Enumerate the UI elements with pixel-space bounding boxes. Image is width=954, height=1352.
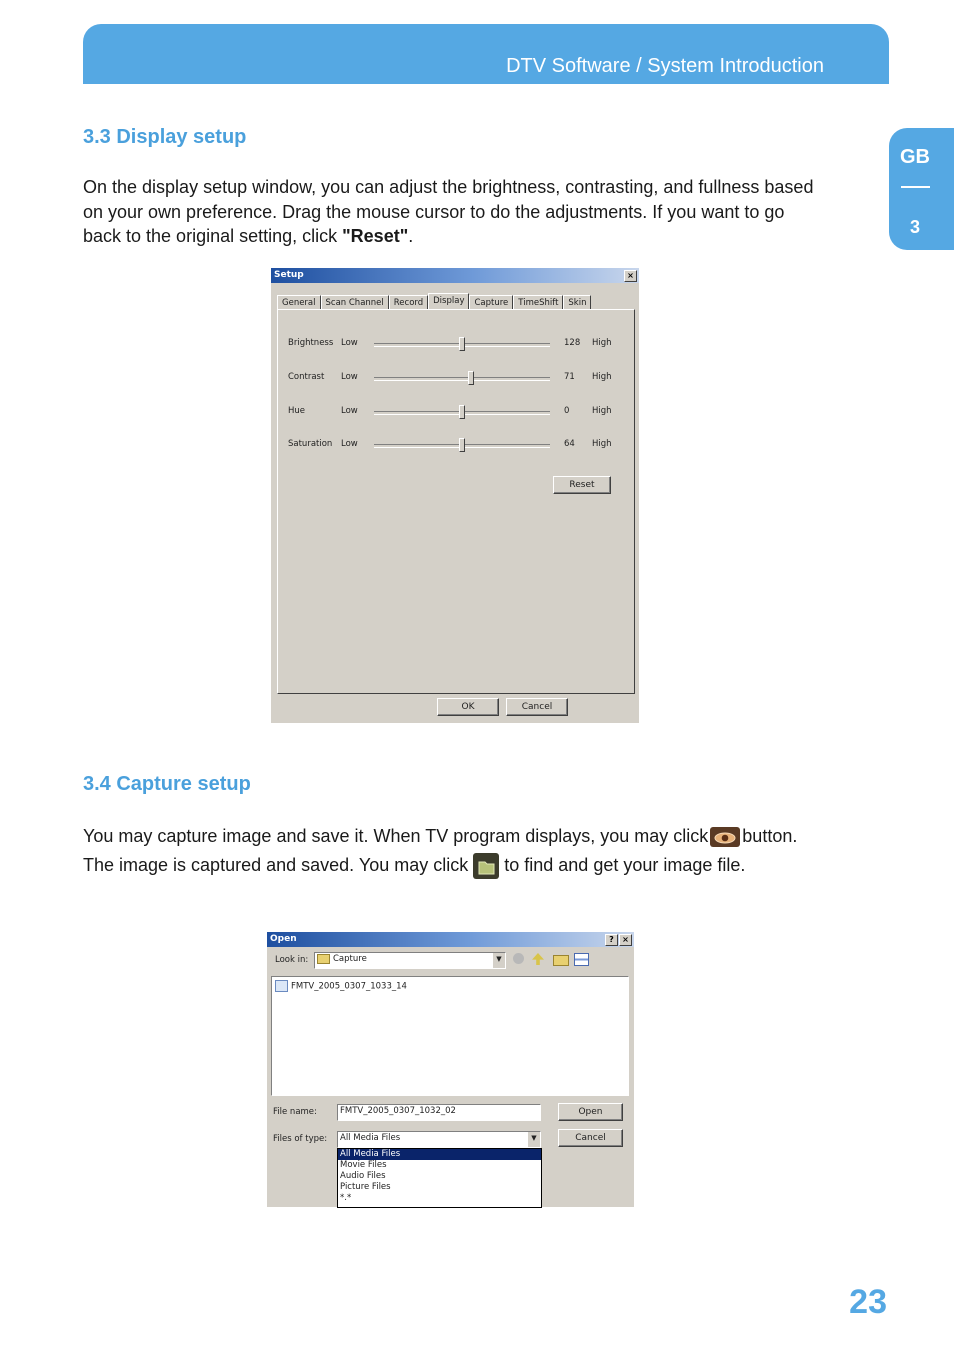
open-folder-icon xyxy=(473,853,499,879)
tab-capture[interactable]: Capture xyxy=(469,295,513,310)
look-in-select[interactable] xyxy=(314,952,506,969)
help-icon[interactable]: ? xyxy=(605,934,618,946)
slider-row-hue xyxy=(288,405,618,419)
slider-high-label: High xyxy=(592,439,612,449)
slider-low-label: Low xyxy=(341,372,358,382)
back-icon[interactable] xyxy=(513,953,524,964)
close-icon[interactable]: × xyxy=(624,270,637,282)
contrast-slider[interactable] xyxy=(374,377,550,381)
display-body-text: On the display setup window, you can adjust the brightness, contrasting, and fullness based on your own preference. Drag the mouse cursor to do the adjustments. If you want to go back to the original setting, click xyxy=(83,177,814,246)
slider-value: 71 xyxy=(564,372,575,382)
tab-general[interactable]: General xyxy=(277,295,321,310)
up-folder-icon[interactable] xyxy=(532,953,544,965)
files-of-type-value: All Media Files xyxy=(340,1133,401,1143)
slider-value: 0 xyxy=(564,406,570,416)
slider-label: Contrast xyxy=(288,372,325,382)
chapter-side-tab xyxy=(889,128,954,250)
capture-text-1b: button. xyxy=(742,826,798,846)
slider-thumb[interactable] xyxy=(459,405,465,419)
capture-setup-paragraph xyxy=(83,822,825,880)
reset-bold: "Reset" xyxy=(342,226,409,246)
slider-row-saturation xyxy=(288,438,618,452)
slider-high-label: High xyxy=(592,372,612,382)
tab-skin[interactable]: Skin xyxy=(563,295,591,310)
open-button[interactable]: Open xyxy=(558,1103,623,1121)
slider-row-brightness xyxy=(288,337,618,351)
slider-label: Hue xyxy=(288,406,306,416)
slider-high-label: High xyxy=(592,406,612,416)
brightness-slider[interactable] xyxy=(374,343,550,347)
header-bar xyxy=(83,24,889,84)
setup-tabs xyxy=(277,293,591,309)
capture-text-2b: to find and get your image file. xyxy=(504,855,746,875)
section-heading-display: 3.3 Display setup xyxy=(83,126,247,148)
setup-titlebar xyxy=(271,268,639,283)
new-folder-icon[interactable] xyxy=(553,955,569,966)
files-of-type-select[interactable] xyxy=(337,1131,541,1148)
tab-scan-channel[interactable]: Scan Channel xyxy=(321,295,389,310)
open-dialog xyxy=(267,932,634,1207)
tab-timeshift[interactable]: TimeShift xyxy=(513,295,563,310)
saturation-slider[interactable] xyxy=(374,444,550,448)
dropdown-option[interactable]: Movie Files xyxy=(340,1160,387,1170)
display-panel xyxy=(277,309,635,694)
header-title: DTV Software / System Introduction xyxy=(506,55,824,77)
tab-record[interactable]: Record xyxy=(389,295,428,310)
image-file-icon xyxy=(275,980,288,992)
slider-thumb[interactable] xyxy=(468,371,474,385)
chevron-down-icon[interactable]: ▼ xyxy=(493,953,505,968)
files-of-type-label: Files of type: xyxy=(273,1134,328,1144)
setup-title: Setup xyxy=(274,270,304,280)
side-tab-divider xyxy=(901,186,930,188)
file-item-name: FMTV_2005_0307_1033_14 xyxy=(291,981,407,992)
cancel-button[interactable]: Cancel xyxy=(506,698,568,716)
section-heading-capture: 3.4 Capture setup xyxy=(83,773,251,795)
slider-value: 64 xyxy=(564,439,575,449)
cancel-button[interactable]: Cancel xyxy=(558,1129,623,1147)
folder-icon xyxy=(317,954,330,964)
slider-label: Brightness xyxy=(288,338,334,348)
dropdown-option[interactable]: *.* xyxy=(340,1193,352,1203)
slider-low-label: Low xyxy=(341,338,358,348)
slider-thumb[interactable] xyxy=(459,438,465,452)
look-in-value: Capture xyxy=(333,954,367,964)
slider-low-label: Low xyxy=(341,439,358,449)
slider-high-label: High xyxy=(592,338,612,348)
file-name-input[interactable]: FMTV_2005_0307_1032_02 xyxy=(337,1104,541,1121)
slider-value: 128 xyxy=(564,338,581,348)
slider-row-contrast xyxy=(288,371,618,385)
dropdown-option-selected[interactable]: All Media Files xyxy=(338,1149,541,1160)
page-number: 23 xyxy=(849,1283,887,1321)
display-setup-paragraph xyxy=(83,175,825,249)
ok-button[interactable]: OK xyxy=(437,698,499,716)
eye-capture-icon xyxy=(710,827,740,847)
hue-slider[interactable] xyxy=(374,411,550,415)
open-titlebar xyxy=(267,932,634,947)
display-body-end: . xyxy=(408,226,414,246)
slider-thumb[interactable] xyxy=(459,337,465,351)
dropdown-option[interactable]: Picture Files xyxy=(340,1182,391,1192)
slider-low-label: Low xyxy=(341,406,358,416)
capture-text-1a: You may capture image and save it. When TV program displays, you may click xyxy=(83,826,709,846)
look-in-label: Look in: xyxy=(275,955,309,965)
chapter-number: 3 xyxy=(909,217,920,237)
setup-dialog xyxy=(271,268,639,723)
dropdown-option[interactable]: Audio Files xyxy=(340,1171,386,1181)
language-label: GB xyxy=(900,146,930,168)
file-type-dropdown-list xyxy=(337,1148,542,1208)
view-menu-icon[interactable] xyxy=(574,953,589,966)
close-icon[interactable]: × xyxy=(619,934,632,946)
open-title: Open xyxy=(270,934,297,944)
chevron-down-icon[interactable]: ▼ xyxy=(528,1132,540,1147)
tab-display[interactable]: Display xyxy=(428,293,469,310)
slider-label: Saturation xyxy=(288,439,333,449)
file-list xyxy=(271,976,629,1096)
file-name-label: File name: xyxy=(273,1107,317,1117)
capture-text-2a: The image is captured and saved. You may click xyxy=(83,855,469,875)
reset-button[interactable]: Reset xyxy=(553,476,611,494)
file-item[interactable] xyxy=(275,980,407,992)
